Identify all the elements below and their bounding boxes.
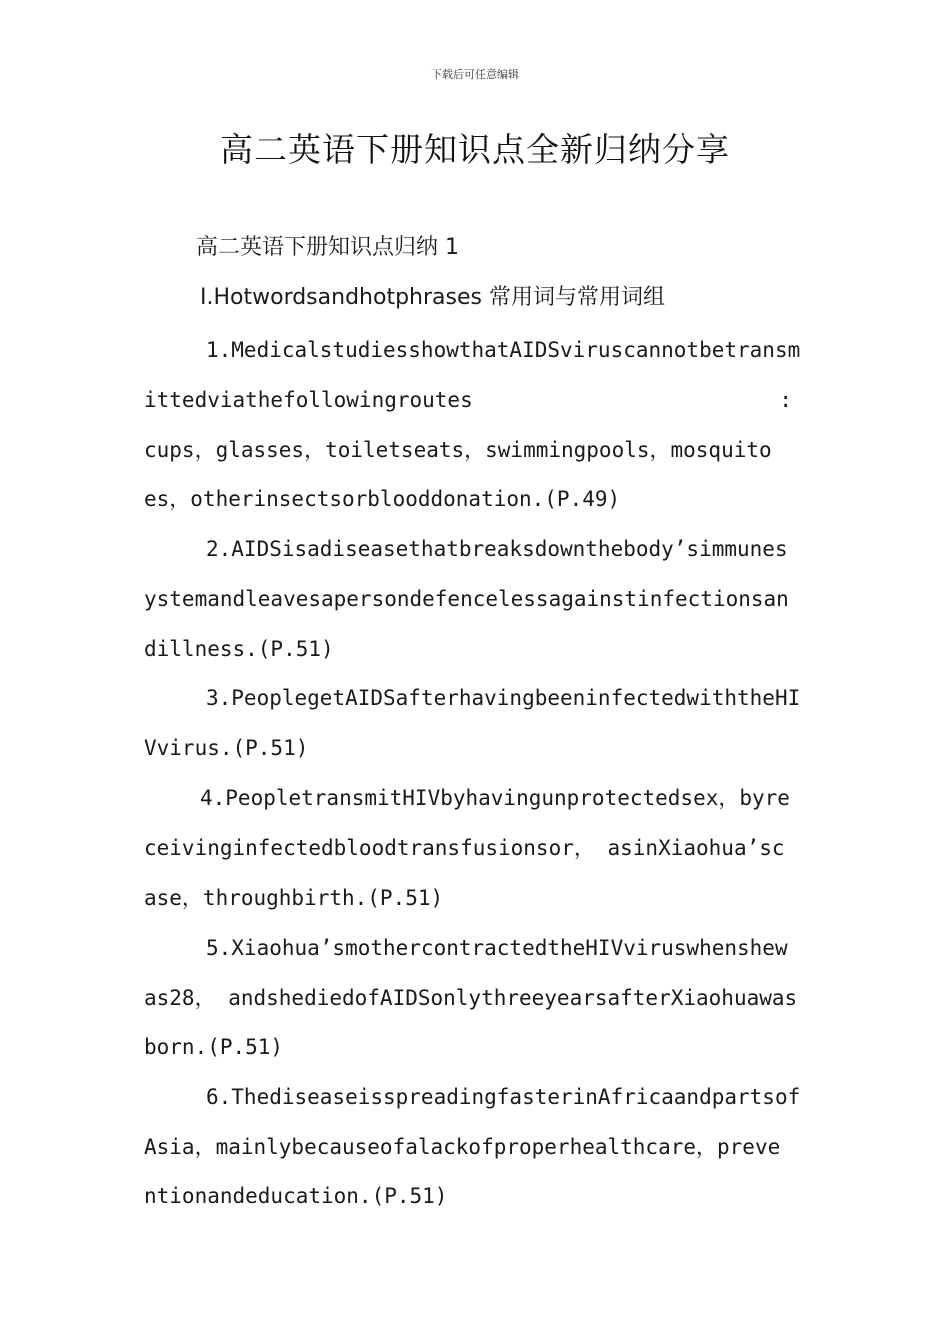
text-line: 4.PeopletransmitHIVbyhavingunprotectedsex，byre	[200, 786, 790, 810]
colon: :	[779, 388, 792, 412]
section-heading: 高二英语下册知识点归纳 1	[196, 235, 459, 260]
text-line: Asia，mainlybecauseofalackofproperhealthcare，preve	[144, 1135, 781, 1159]
text-line: 6.ThediseaseisspreadingfasterinAfricaandpartsof	[206, 1085, 801, 1109]
text-line: ntionandeducation.(P.51)	[144, 1184, 448, 1208]
text-line: ase，throughbirth.(P.51)	[144, 886, 444, 910]
text-line: 3.PeoplegetAIDSafterhavingbeeninfectedwiththeHI	[206, 686, 801, 710]
header-note: 下载后可任意编辑	[431, 68, 519, 81]
text-fragment: ittedviathefollowingroutes	[144, 388, 473, 412]
text-line: ystemandleavesapersondefencelessagainstinfectionsan	[144, 587, 789, 611]
text-line: cups，glasses，toiletseats，swimmingpools，mosquito	[144, 438, 772, 462]
page-title: 高二英语下册知识点全新归纳分享	[220, 130, 730, 169]
text-line: Vvirus.(P.51)	[144, 736, 309, 760]
text-line: born.(P.51)	[144, 1035, 284, 1059]
text-line: es，otherinsectsorblooddonation.(P.49)	[144, 487, 621, 511]
text-line	[144, 386, 806, 414]
text-line: 1.MedicalstudiesshowthatAIDSviruscannotbetransm	[206, 338, 801, 362]
text-line: 2.AIDSisadiseasethatbreaksdownthebody’simmunes	[206, 537, 788, 561]
subheading: Ⅰ.Hotwordsandhotphrases 常用词与常用词组	[200, 285, 665, 310]
text-line: 5.Xiaohua’smothercontractedtheHIVviruswhenshew	[206, 936, 788, 960]
text-line: dillness.(P.51)	[144, 637, 334, 661]
text-line: as28， andshediedofAIDSonlythreeyearsafterXiaohuawas	[144, 986, 798, 1010]
text-line: ceivinginfectedbloodtransfusionsor， asinXiaohua’sc	[144, 836, 785, 860]
